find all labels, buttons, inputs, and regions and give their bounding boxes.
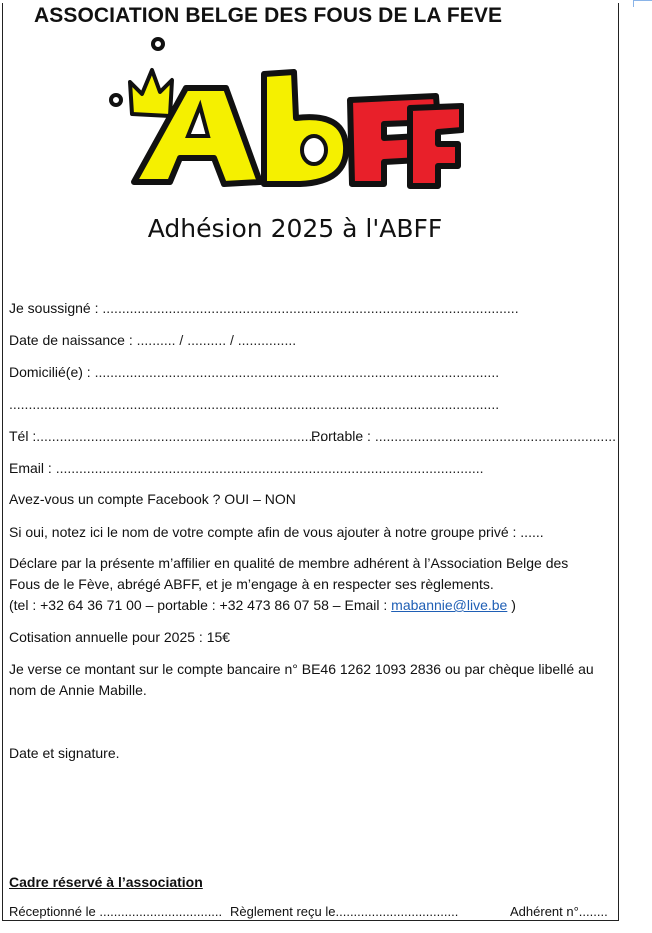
- logo-letter-b: [264, 72, 346, 184]
- email-label: Email :: [9, 460, 52, 476]
- logo-dot: [111, 95, 121, 105]
- logo-dot: [153, 39, 163, 49]
- declaration-line-2: Fous de le Fève, abrégé ABFF, et je m’engage à en respecter ses règlements.: [9, 576, 494, 592]
- domicilie-field-2[interactable]: ..............................................................................................................................: [9, 396, 500, 412]
- email-row: [9, 460, 484, 476]
- tel-field[interactable]: ..........................................................................: [36, 428, 325, 444]
- soussigne-label: Je soussigné :: [9, 300, 99, 316]
- contact-line: [9, 597, 516, 613]
- domicilie-row-2: [9, 396, 499, 412]
- facebook-question: Avez-vous un compte Facebook ? OUI – NON: [9, 491, 296, 507]
- crown-icon: [130, 70, 172, 116]
- declaration-line-1: Déclare par la présente m’affilier en qualité de membre adhérent à l’Association Belge des: [9, 555, 569, 571]
- signature-label: Date et signature.: [9, 745, 120, 761]
- logo-letter-b-hole: [302, 136, 326, 164]
- contact-prefix: (tel : +32 64 36 71 00 – portable : +32 473 86 07 58 – Email :: [9, 597, 392, 613]
- cotisation-line: Cotisation annuelle pour 2025 : 15€: [9, 629, 231, 645]
- soussigne-field[interactable]: ...........................................................................................................: [102, 300, 519, 316]
- portable-field[interactable]: ..............................................................: [374, 428, 616, 444]
- portable-row: [311, 428, 616, 444]
- reglement-field[interactable]: Règlement reçu le..................................: [230, 904, 459, 919]
- logo-letter-f: [410, 106, 462, 186]
- email-link[interactable]: mabannie@live.be: [391, 597, 508, 613]
- adherent-field[interactable]: Adhérent n°........: [510, 904, 608, 919]
- tel-label: Tél :: [9, 428, 37, 444]
- virement-line-2: nom de Annie Mabille.: [9, 682, 147, 698]
- naissance-row: [9, 332, 296, 348]
- naissance-field[interactable]: .......... / .......... / ...............: [136, 332, 297, 348]
- naissance-label: Date de naissance :: [9, 332, 133, 348]
- association-title: ASSOCIATION BELGE DES FOUS DE LA FEVE: [34, 4, 503, 27]
- tel-row: [9, 428, 324, 444]
- portable-label: Portable :: [311, 428, 371, 444]
- abff-logo: [104, 34, 464, 194]
- email-field[interactable]: ..............................................................................................................: [55, 460, 484, 476]
- virement-line-1: Je verse ce montant sur le compte bancaire n° BE46 1262 1093 2836 ou par chèque libellé au: [9, 661, 594, 677]
- reserved-section-title: Cadre réservé à l’association: [9, 874, 203, 890]
- form-title: Adhésion 2025 à l'ABFF: [147, 214, 443, 243]
- facebook-name-line: Si oui, notez ici le nom de votre compte afin de vous ajouter à notre groupe privé : ......: [9, 524, 544, 540]
- soussigne-row: [9, 300, 519, 316]
- contact-suffix: ): [507, 597, 516, 613]
- domicilie-label: Domicilié(e) :: [9, 364, 91, 380]
- corner-mark: [633, 0, 652, 7]
- domicilie-field[interactable]: ........................................................................................................: [94, 364, 500, 380]
- receptionne-field[interactable]: Réceptionné le ..................................: [9, 904, 223, 919]
- domicilie-row: [9, 364, 499, 380]
